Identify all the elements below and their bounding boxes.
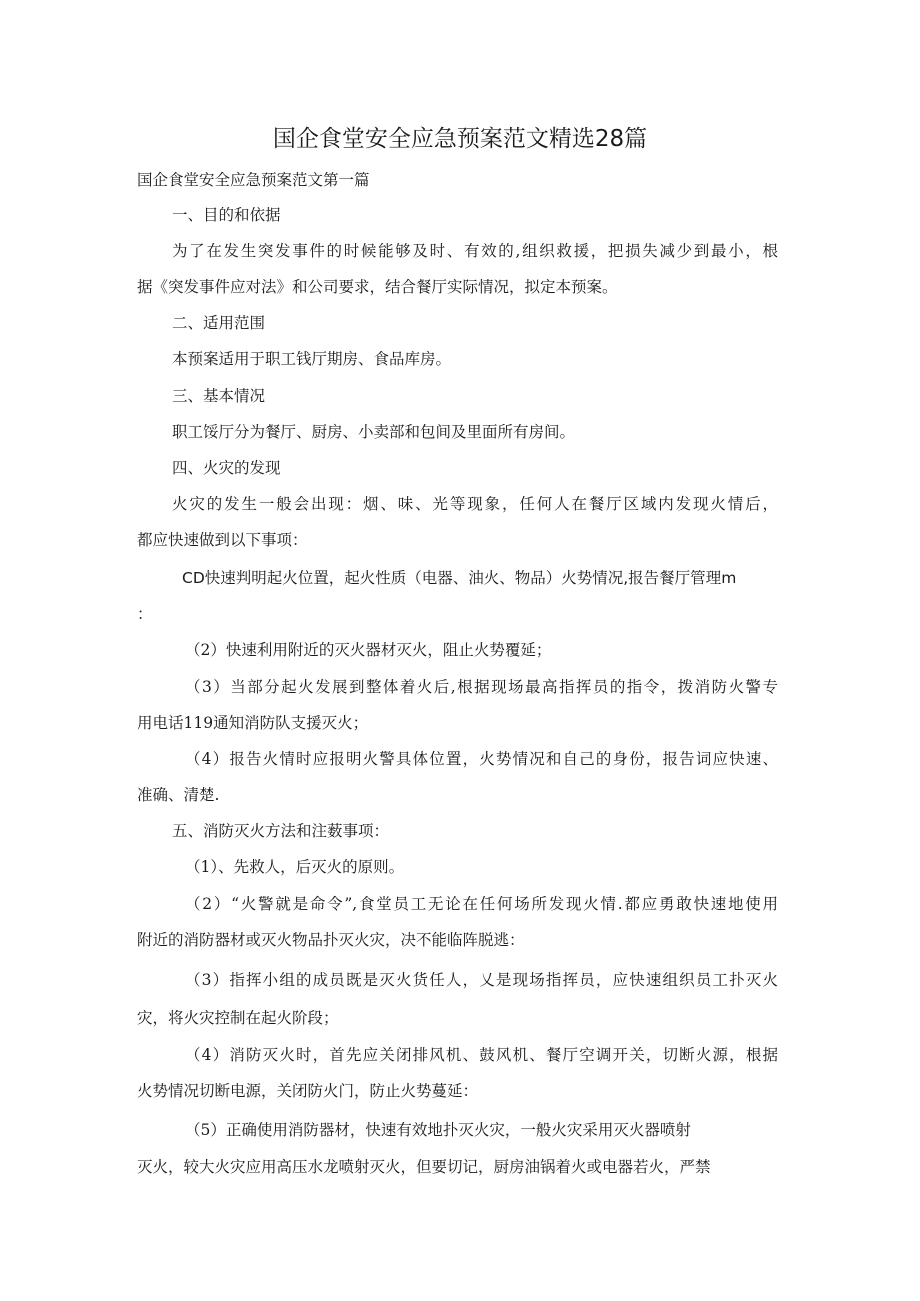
list-item-line: 火势情况切断电源，关闭防火门，防止火势蔓延： [137, 1082, 479, 1100]
paragraph-heading: 四、火灾的发现 [172, 459, 281, 477]
list-item-line: （2）快速利用附近的灭火器材灭火，阻止火势覆延； [185, 641, 552, 659]
list-item-line: CD快速判明起火位置，起火性质（电器、油火、物品）火势情况,报告餐厅管理m [182, 569, 737, 587]
list-item-line: （4）报告火情时应报明火警具体位置，火势情况和自己的身份，报告词应快速、 [185, 750, 778, 768]
list-item-line: （2）“火警就是命令”,食堂员工无论在任何场所发现火情.都应勇敢快速地使用 [185, 895, 778, 913]
paragraph-line: 为了在发生突发事件的时候能够及时、有效的,组织救援，把损失减少到最小，根 [172, 242, 778, 260]
list-item-line: 准确、清楚. [137, 786, 220, 804]
paragraph-line: 据《突发事件应对法》和公司要求，结合餐厅实际情况，拟定本预案。 [137, 278, 618, 296]
list-item-line: 灾，将火灾控制在起火阶段； [137, 1009, 339, 1027]
paragraph-heading: 二、适用范围 [172, 314, 266, 332]
list-item-line: 灭火，较大火灾应用高压水龙喷射灭火，但要切记，厨房油锅着火或电器若火，严禁 [137, 1158, 711, 1176]
paragraph-line: 都应快速做到以下事项： [137, 531, 308, 549]
section-heading: 国企食堂安全应急预案范文第一篇 [137, 171, 370, 189]
list-item-line: （3）指挥小组的成员既是灭火货任人，乂是现场指挥员，应快速组织员工扑灭火 [185, 971, 778, 989]
paragraph-line: 火灾的发生一般会出现：烟、味、光等现象，任何人在餐厅区域内发现火情后， [172, 495, 778, 513]
list-item-line: 用电话119通知消防队支援灭火； [137, 714, 369, 732]
paragraph-line: 职工馁厅分为餐厅、厨房、小卖部和包间及里面所有房间。 [172, 423, 576, 441]
list-item-line: ： [137, 605, 153, 623]
list-item-line: （1）、先救人，后灭火的原则。 [185, 858, 405, 876]
paragraph-heading: 五、消防灭火方法和注薮事项： [172, 822, 390, 840]
paragraph-heading: 一、目的和依据 [172, 206, 281, 224]
list-item-line: （4）消防灭火时，首先应关闭排风机、鼓风机、餐厅空调开关，切断火源，根据 [185, 1046, 778, 1064]
document-title: 国企食堂安全应急预案范文精选28篇 [272, 126, 648, 152]
list-item-line: 附近的消防器材或灭火物品扑灭火灾，决不能临阵脱逃： [137, 931, 525, 949]
list-item-line: （3）当部分起火发展到整体着火后,根据现场最高指挥员的指令，拨消防火警专 [185, 678, 778, 696]
paragraph-heading: 三、基本情况 [172, 387, 266, 405]
list-item-line: （5）正确使用消防器材，快速有效地扑灭火灾，一般火灾采用灭火器喷射 [185, 1121, 691, 1139]
paragraph-line: 本预案适用于职工钱厅期房、食品库房。 [172, 350, 452, 368]
